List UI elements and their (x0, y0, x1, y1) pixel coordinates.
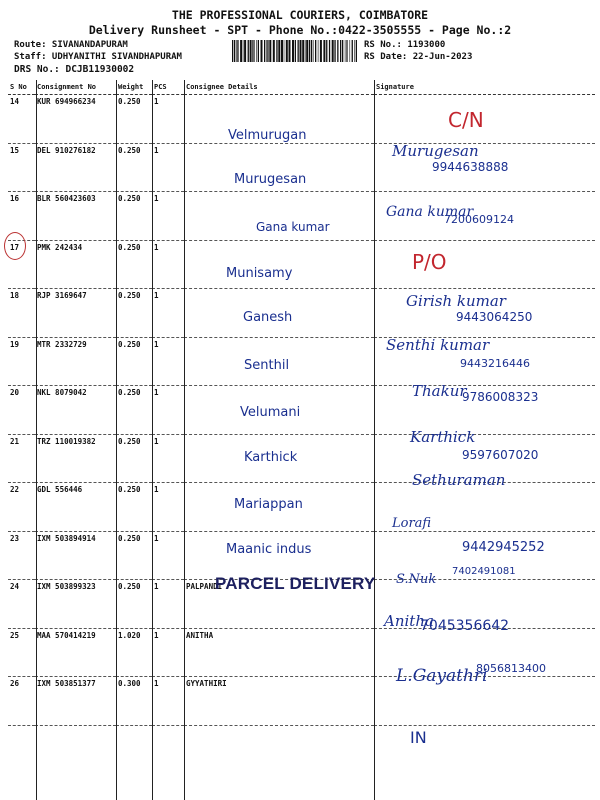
cell-sno: 22 (8, 483, 35, 532)
signature: Sethuraman (412, 471, 506, 489)
cell-consignment: TRZ 110019382 (35, 434, 116, 483)
cell-consignee: GYYATHIRI (184, 677, 374, 726)
cell-sno: 20 (8, 386, 35, 435)
phone-number: 9944638888 (432, 160, 509, 174)
cell-sno: 14 (8, 95, 35, 144)
cell-weight: 0.250 (116, 580, 152, 629)
handwritten-name: Velumani (240, 405, 301, 420)
handwritten-name: Senthil (244, 358, 290, 373)
phone-number: 9443216446 (460, 357, 530, 370)
handwritten-name: Maanic indus (226, 542, 312, 557)
handwritten-name: Ganesh (243, 310, 293, 325)
cell-pcs: 1 (152, 192, 184, 241)
col-signature: Signature (374, 80, 595, 95)
cell-consignment: RJP 3169647 (35, 289, 116, 338)
signature: Lorafi (392, 516, 432, 531)
barcode (232, 40, 357, 62)
cell-pcs: 1 (152, 628, 184, 677)
cell-consignment: PMK 242434 (35, 240, 116, 289)
staff-label: Staff: UDHYANITHI SIVANDHAPURAM (14, 52, 182, 62)
cell-consignment: IXM 503851377 (35, 677, 116, 726)
cell-sno: 26 (8, 677, 35, 726)
cell-sno: 25 (8, 628, 35, 677)
cell-consignment: IXM 503899323 (35, 580, 116, 629)
cell-pcs: 1 (152, 580, 184, 629)
cell-consignment: GDL 556446 (35, 483, 116, 532)
phone-number: 9786008323 (462, 390, 539, 404)
cell-sno: 17 (8, 240, 35, 289)
note-in: IN (410, 728, 427, 747)
cell-consignment: DEL 910276182 (35, 143, 116, 192)
cell-sno: 18 (8, 289, 35, 338)
col-pcs: PCS (152, 80, 184, 95)
handwritten-name: Mariappan (234, 497, 303, 512)
phone-number: 7402491081 (452, 566, 516, 577)
cell-weight: 0.250 (116, 192, 152, 241)
rs-date: RS Date: 22-Jun-2023 (364, 52, 473, 62)
company-title: THE PROFESSIONAL COURIERS, COIMBATORE (171, 8, 429, 22)
divider (152, 80, 153, 800)
cell-pcs: 1 (152, 677, 184, 726)
cell-pcs: 1 (152, 337, 184, 386)
divider (184, 80, 185, 800)
cell-weight: 0.250 (116, 95, 152, 144)
cell-pcs: 1 (152, 386, 184, 435)
signature: Senthi kumar (386, 336, 490, 354)
table-row (8, 240, 595, 289)
phone-number: 7045356642 (420, 618, 510, 634)
signature: Girish kumar (406, 292, 506, 310)
cell-weight: 0.300 (116, 677, 152, 726)
cell-consignment: BLR 560423603 (35, 192, 116, 241)
phone-number: 9443064250 (456, 310, 533, 324)
signature: Anitha (384, 612, 434, 630)
cell-weight: 0.250 (116, 434, 152, 483)
cell-weight: 0.250 (116, 386, 152, 435)
rs-number: RS No.: 1193000 (364, 40, 446, 50)
cell-consignment: NKL 8079042 (35, 386, 116, 435)
note-cn: C/N (448, 108, 484, 132)
cell-weight: 0.250 (116, 143, 152, 192)
signature: Gana kumar (386, 204, 474, 220)
cell-consignment: MTR 2332729 (35, 337, 116, 386)
cell-consignment: KUR 694966234 (35, 95, 116, 144)
route-label: Route: SIVANANDAPURAM (14, 40, 128, 50)
cell-sno: 19 (8, 337, 35, 386)
cell-weight: 0.250 (116, 289, 152, 338)
handwritten-name: Gana kumar (256, 220, 330, 234)
cell-sno: 21 (8, 434, 35, 483)
cell-weight: 0.250 (116, 483, 152, 532)
cell-consignee: ANITHA (184, 628, 374, 677)
phone-number: 9597607020 (462, 448, 539, 462)
signature: Murugesan (392, 142, 479, 160)
cell-consignee (184, 240, 374, 289)
col-sno: S No (8, 80, 35, 95)
cell-pcs: 1 (152, 483, 184, 532)
runsheet-subtitle: Delivery Runsheet - SPT - Phone No.:0422-3505555 - Page No.:2 (88, 23, 512, 37)
cell-sno: 23 (8, 531, 35, 580)
signature: Karthick (410, 428, 476, 446)
cell-pcs: 1 (152, 434, 184, 483)
cell-weight: 1.020 (116, 628, 152, 677)
handwritten-name: Murugesan (234, 172, 307, 187)
handwritten-name: Velmurugan (228, 128, 307, 143)
divider (374, 80, 375, 800)
phone-number: 9442945252 (462, 540, 545, 555)
cell-pcs: 1 (152, 143, 184, 192)
cell-pcs: 1 (152, 240, 184, 289)
divider (116, 80, 117, 800)
cell-sno: 16 (8, 192, 35, 241)
cell-consignee: PALPANDI (184, 580, 374, 629)
signature: L.Gayathri (396, 666, 488, 686)
parcel-delivery-stamp: PARCEL DELIVERY (215, 574, 376, 593)
cell-signature (374, 240, 595, 289)
cell-weight: 0.250 (116, 240, 152, 289)
cell-pcs: 1 (152, 95, 184, 144)
handwritten-name: Karthick (244, 450, 298, 465)
table-row (8, 677, 595, 726)
cell-pcs: 1 (152, 531, 184, 580)
cell-consignment: MAA 570414219 (35, 628, 116, 677)
divider (36, 80, 37, 800)
col-weight: Weight (116, 80, 152, 95)
signature: S.Nuk (396, 572, 437, 587)
cell-weight: 0.250 (116, 337, 152, 386)
phone-number: 7200609124 (444, 213, 514, 226)
cell-consignment: IXM 503894914 (35, 531, 116, 580)
handwritten-name: Munisamy (226, 266, 293, 281)
phone-number: 8056813400 (476, 662, 546, 675)
note-po: P/O (412, 250, 447, 274)
drs-number: DRS No.: DCJB11930002 (14, 64, 135, 75)
cell-weight: 0.250 (116, 531, 152, 580)
col-consignee: Consignee Details (184, 80, 374, 95)
signature: Thakur (412, 382, 467, 400)
col-consignment: Consignment No (35, 80, 116, 95)
table-header-row (8, 80, 595, 95)
cell-sno: 15 (8, 143, 35, 192)
circle-annotation (4, 232, 26, 260)
cell-signature (374, 95, 595, 144)
cell-sno: 24 (8, 580, 35, 629)
cell-pcs: 1 (152, 289, 184, 338)
